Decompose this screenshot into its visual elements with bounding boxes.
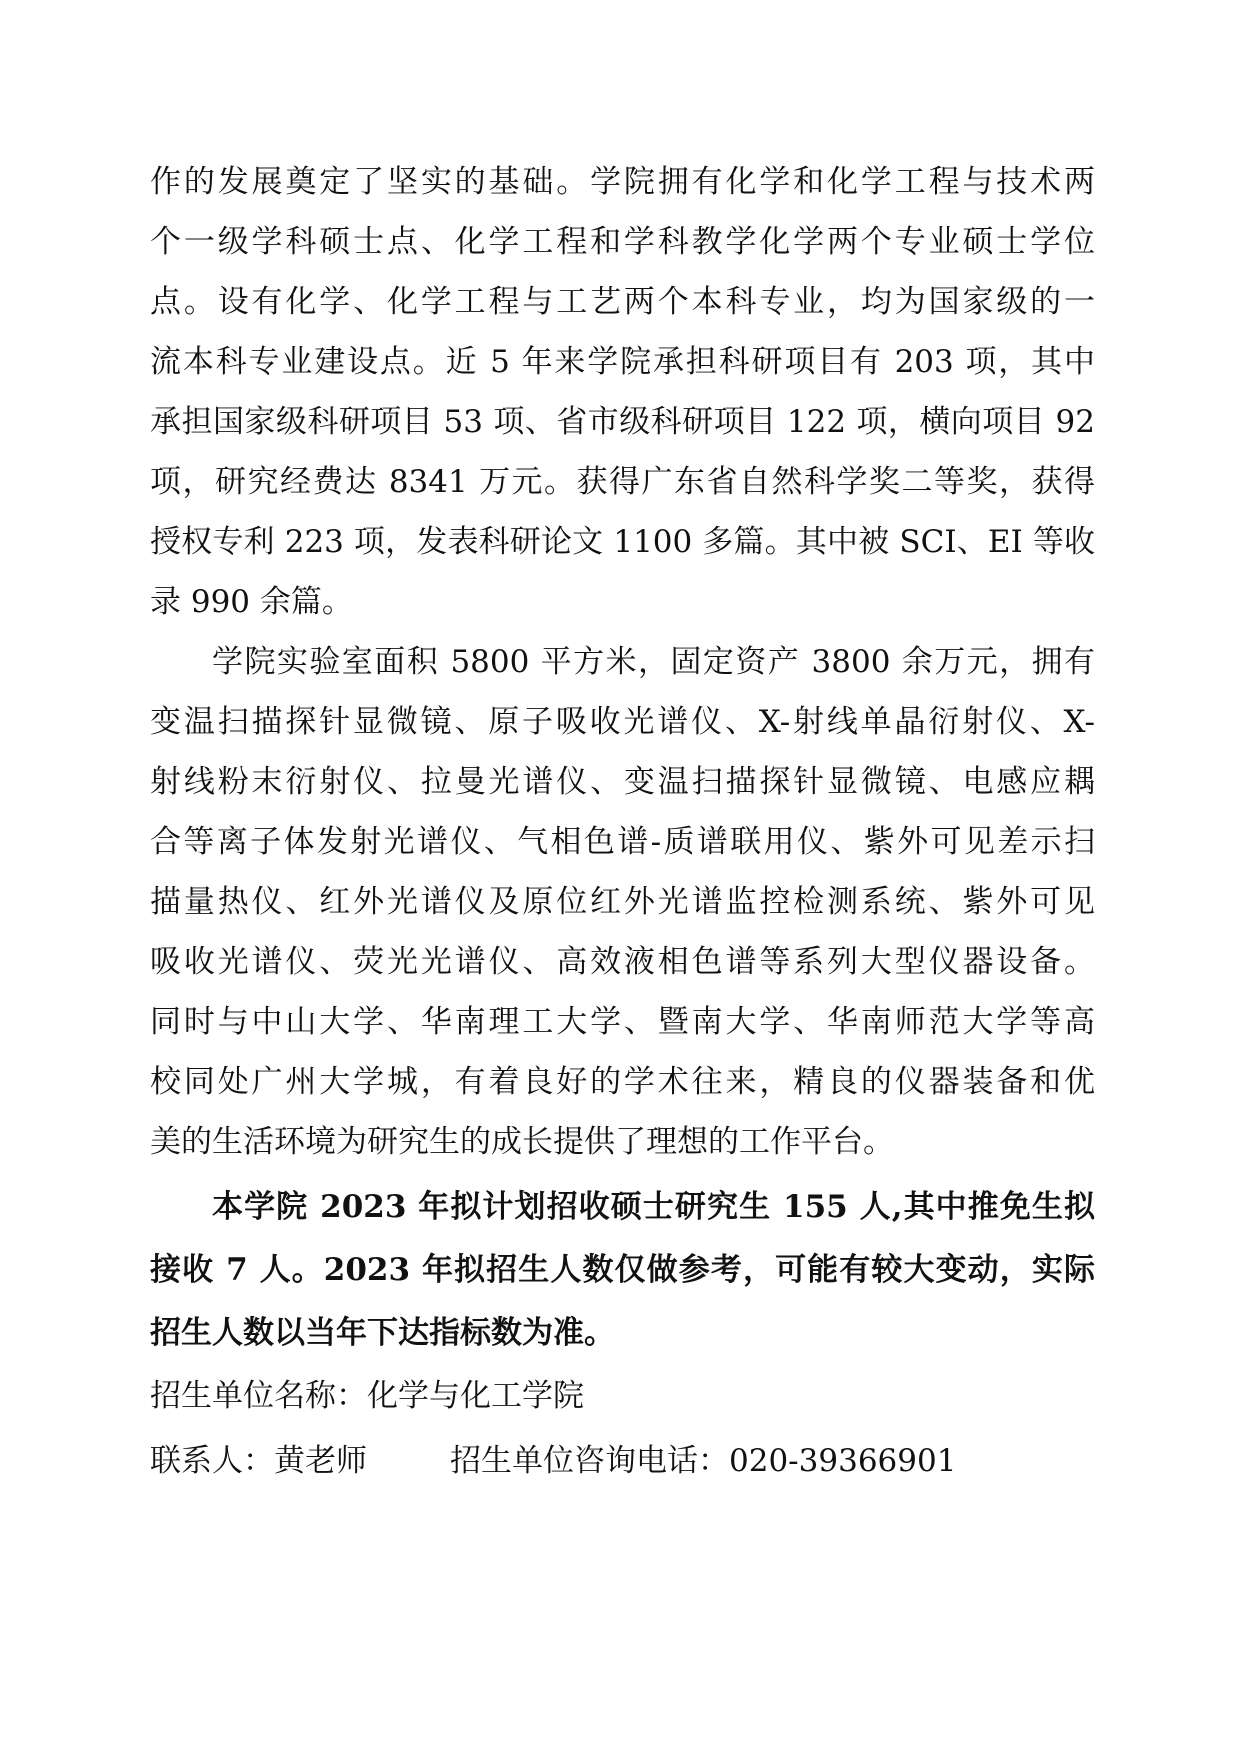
- p1-line-2: 个一级学科硕士点、化学工程和学科教学化学两个专业硕士学位: [150, 224, 1095, 260]
- p2-line-6: 吸收光谱仪、荧光光谱仪、高效液相色谱等系列大型仪器设备。: [150, 944, 1095, 980]
- p2-line-5: 描量热仪、红外光谱仪及原位红外光谱监控检测系统、紫外可见: [150, 884, 1095, 920]
- contact-person-row: [150, 1431, 367, 1491]
- p1-line-1: 作的发展奠定了坚实的基础。学院拥有化学和化学工程与技术两: [150, 164, 1095, 200]
- p1-line-7: 授权专利 223 项，发表科研论文 1100 多篇。其中被 SCI、EI 等收: [150, 524, 1095, 560]
- p2-line-8: 校同处广州大学城，有着良好的学术往来，精良的仪器装备和优: [150, 1064, 1095, 1100]
- contact-phone-row: [450, 1431, 956, 1491]
- contact-person-value: 黄老师: [274, 1443, 367, 1479]
- p2-line-4: 合等离子体发射光谱仪、气相色谱-质谱联用仪、紫外可见差示扫: [150, 824, 1095, 860]
- p3-line-3: 招生人数以当年下达指标数为准。: [150, 1315, 615, 1351]
- p1-line-8: 录 990 余篇。: [150, 584, 353, 620]
- p2-line-3: 射线粉末衍射仪、拉曼光谱仪、变温扫描探针显微镜、电感应耦: [150, 764, 1095, 800]
- p2-line-9: 美的生活环境为研究生的成长提供了理想的工作平台。: [150, 1124, 894, 1160]
- p1-line-3: 点。设有化学、化学工程与工艺两个本科专业，均为国家级的一: [150, 284, 1095, 320]
- p2-line-7: 同时与中山大学、华南理工大学、暨南大学、华南师范大学等高: [150, 1004, 1095, 1040]
- p2-line-2: 变温扫描探针显微镜、原子吸收光谱仪、X-射线单晶衍射仪、X-: [150, 704, 1095, 740]
- unit-name-row: [150, 1366, 584, 1426]
- p1-line-6: 项，研究经费达 8341 万元。获得广东省自然科学奖二等奖，获得: [150, 464, 1095, 500]
- p1-line-4: 流本科专业建设点。近 5 年来学院承担科研项目有 203 项，其中: [150, 344, 1095, 380]
- p1-line-5: 承担国家级科研项目 53 项、省市级科研项目 122 项，横向项目 92: [150, 404, 1095, 440]
- contact-person-label: 联系人：: [150, 1443, 274, 1479]
- p3-line-2: 接收 7 人。2023 年拟招生人数仅做参考，可能有较大变动，实际: [150, 1252, 1095, 1288]
- contact-phone-label: 招生单位咨询电话：: [450, 1443, 729, 1479]
- contact-phone-value: 020-39366901: [729, 1443, 957, 1479]
- unit-name-value: 化学与化工学院: [367, 1378, 584, 1414]
- p3-line-1: 本学院 2023 年拟计划招收硕士研究生 155 人,其中推免生拟: [212, 1189, 1095, 1225]
- p2-line-1: 学院实验室面积 5800 平方米，固定资产 3800 余万元，拥有: [212, 644, 1095, 680]
- unit-name-label: 招生单位名称：: [150, 1378, 367, 1414]
